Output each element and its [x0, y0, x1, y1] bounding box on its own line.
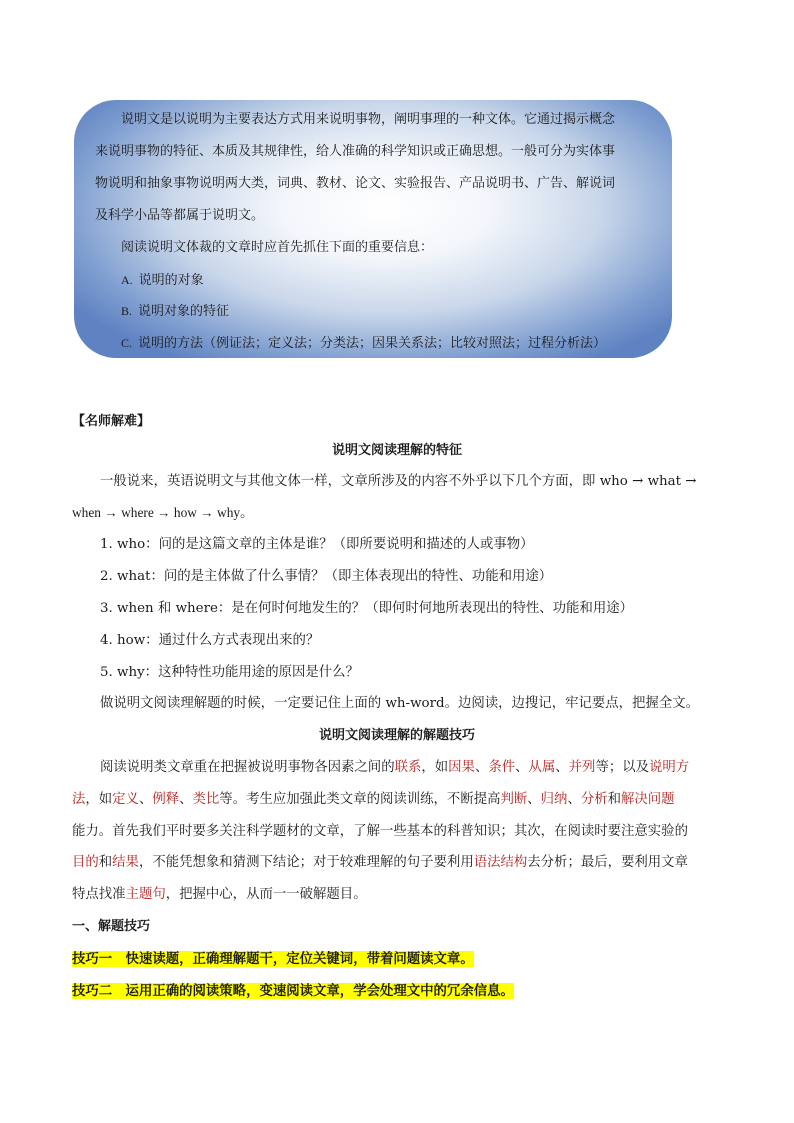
keyword-condition: 条件: [488, 760, 516, 775]
keyword-analogy: 类比: [192, 792, 220, 807]
keyword-induce: 归纳: [540, 792, 568, 807]
intro-line-1: 说明文是以说明为主要表达方式用来说明事物，阐明事理的一种文体。它通过揭示概念: [121, 112, 616, 127]
subheading-techniques: 一、解题技巧: [72, 919, 151, 934]
tip-2: [72, 981, 514, 1002]
heading-techniques: 说明文阅读理解的解题技巧: [318, 728, 475, 743]
text-run: ，不能凭想象和猜测下结论；对于较难理解的句子要利用: [138, 855, 474, 870]
keyword-example: 例释: [152, 792, 180, 807]
text-run: 特点找准: [72, 887, 126, 902]
section-label: 【名师解难】: [72, 414, 151, 429]
heading-features: 说明文阅读理解的特征: [331, 443, 462, 458]
option-a-letter: A.: [121, 273, 133, 287]
keyword-result: 结果: [112, 855, 139, 870]
keyword-method-end: 法: [72, 792, 86, 807]
tip-1: [72, 949, 474, 970]
text-run: 和: [607, 792, 622, 807]
keyword-method: 说明方: [649, 760, 690, 775]
text-run: 、: [567, 792, 581, 807]
option-c: [121, 333, 606, 354]
option-a: [121, 270, 204, 291]
option-c-text: 说明的方法（例证法；定义法；分类法；因果关系法；比较对照法；过程分析法）: [138, 336, 607, 351]
keyword-topic-sentence: 主题句: [125, 887, 166, 902]
option-c-letter: C.: [121, 336, 133, 350]
text-run: ，如: [85, 792, 113, 807]
keyword-cause: 因果: [448, 760, 475, 775]
keyword-linkage: 联系: [394, 760, 422, 775]
option-b-letter: B.: [121, 304, 133, 318]
list-item-1: 1. who：问的是这篇文章的主体是谁？（即所要说明和描述的人或事物）: [100, 537, 534, 552]
text-run: ，把握中心，从而一一破解题目。: [165, 887, 367, 902]
para3-line-5: [72, 885, 367, 905]
para2: 做说明文阅读理解题的时候，一定要记住上面的 wh-word。边阅读，边搜记，牢记要点，把握全文。: [100, 696, 699, 711]
keyword-parallel: 并列: [568, 760, 596, 775]
text-run: ，如: [421, 760, 449, 775]
para1-line-2: when → where → how → why。: [72, 505, 254, 520]
para3-line-3: 能力。首先我们平时要多关注科学题材的文章，了解一些基本的科普知识；其次，在阅读时要注意实验的: [72, 824, 688, 839]
text-run: 、: [555, 760, 569, 775]
option-b-text: 说明对象的特征: [138, 304, 230, 319]
keyword-judge: 判断: [500, 792, 528, 807]
text-run: 等。考生应加强此类文章的阅读训练，不断提高: [219, 792, 501, 807]
text-run: 去分析；最后，要利用文章: [527, 855, 688, 870]
para3-line-2: [72, 790, 675, 810]
intro-line-5: 阅读说明文体裁的文章时应首先抓住下面的重要信息：: [121, 240, 434, 255]
text-run: 和: [98, 855, 113, 870]
list-item-5: 5. why：这种特性功能用途的原因是什么？: [100, 665, 359, 680]
intro-line-3: 物说明和抽象事物说明两大类，词典、教材、论文、实验报告、产品说明书、广告、解说词: [95, 176, 616, 191]
text-run: 、: [527, 792, 541, 807]
text-run: 阅读说明类文章重在把握被说明事物各因素之间的: [100, 760, 395, 775]
tip-1-text: 技巧一 快速读题，正确理解题干，定位关键词，带着问题读文章。: [72, 951, 474, 967]
list-item-3: 3. when 和 where：是在何时何地发生的？（即何时何地所表现出的特性、功能和用途）: [100, 601, 634, 616]
text-run: 、: [515, 760, 529, 775]
keyword-analyze: 分析: [580, 792, 608, 807]
keyword-grammar: 语法结构: [473, 855, 528, 870]
para3-line-1: [100, 758, 689, 778]
option-a-text: 说明的对象: [138, 273, 204, 288]
list-item-2: 2. what：问的是主体做了什么事情？（即主体表现出的特性、功能和用途）: [100, 569, 553, 584]
tip-2-text: 技巧二 运用正确的阅读策略，变速阅读文章，学会处理文中的冗余信息。: [72, 983, 514, 999]
para1-line-1: 一般说来，英语说明文与其他文体一样，文章所涉及的内容不外乎以下几个方面，即 who → what →: [100, 474, 697, 489]
text-run: 、: [179, 792, 193, 807]
intro-line-2: 来说明事物的特征、本质及其规律性，给人准确的科学知识或正确思想。一般可分为实体事: [95, 144, 616, 159]
option-b: [121, 301, 229, 322]
text-run: 等；以及: [595, 760, 650, 775]
keyword-definition: 定义: [112, 792, 139, 807]
keyword-purpose: 目的: [72, 855, 99, 870]
list-item-4: 4. how：通过什么方式表现出来的？: [100, 633, 320, 648]
intro-line-4: 及科学小品等都属于说明文。: [95, 208, 265, 223]
para3-line-4: [72, 853, 688, 873]
keyword-subordinate: 从属: [528, 760, 556, 775]
keyword-solve: 解决问题: [621, 792, 675, 807]
text-run: 、: [474, 760, 489, 775]
text-run: 、: [138, 792, 153, 807]
